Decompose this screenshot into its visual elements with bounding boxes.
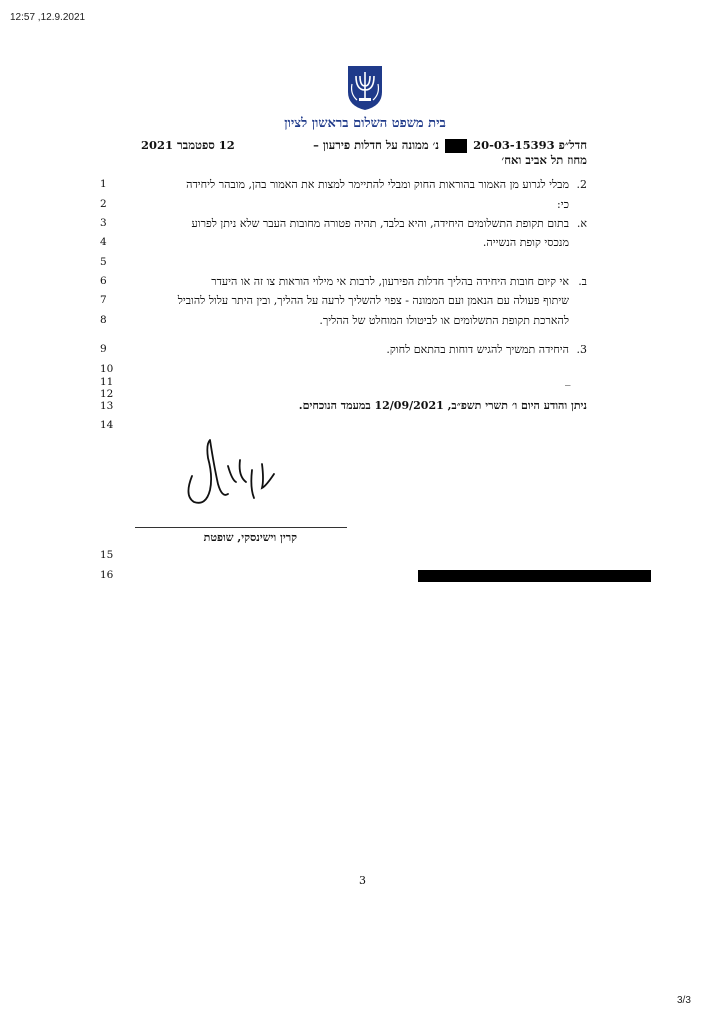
case-number: חדל״פ 20-03-15393	[473, 138, 587, 152]
paragraph-marker: א.	[576, 217, 587, 230]
paragraph-text: מנכסי קופת הנשייה.	[482, 236, 569, 249]
paragraph-text: היחידה תמשיך להגיש דוחות בהתאם לחוק.	[386, 343, 569, 356]
case-date: 12 ספטמבר 2021	[141, 138, 235, 152]
line-number: 15	[100, 549, 114, 561]
judge-name: קרין וישינסקי, שופטת	[203, 531, 297, 544]
paragraph-marker: 3.	[576, 343, 587, 356]
page-count: 3/3	[677, 995, 691, 1006]
paragraph-text: מבלי לגרוע מן האמור בהוראות החוק ומבלי להתיימר למצות את האמור בהן, מובהר ליחידה	[186, 178, 569, 191]
line-number: 8	[100, 314, 107, 326]
paragraph-text: בתום תקופת התשלומים היחידה, והיא בלבד, תהיה פטורה מחובות העבר שלא ניתן לפרוע	[191, 217, 569, 230]
line-number: 1	[100, 178, 107, 190]
subparagraph-b-line-1	[211, 275, 587, 288]
line-number: 11	[100, 376, 114, 388]
line-number: 9	[100, 343, 107, 355]
subparagraph-a-line-2	[483, 236, 587, 249]
redaction-bar	[418, 570, 651, 582]
paragraph-3-line-1	[386, 343, 587, 356]
paragraph-text: להארכת תקופת התשלומים או לביטולו המוחלט של ההליך.	[319, 314, 569, 327]
line-number: 5	[100, 256, 107, 268]
signature-icon	[180, 436, 280, 516]
line-number: 12	[100, 388, 114, 400]
court-name: בית משפט השלום בראשון לציון	[284, 116, 446, 131]
line-number: 3	[100, 217, 107, 229]
paragraph-text: אי קיום חובות היחידה בהליך חדלות הפירעון, לרבות אי מילוי הוראות צו זה או היעדר	[211, 275, 569, 288]
subparagraph-a-line-1	[192, 217, 587, 230]
paragraph-2-line-2	[557, 198, 587, 211]
paragraph-marker: 2.	[576, 178, 587, 191]
given-statement: ניתן והודע היום ו׳ תשרי תשפ״ב, 12/09/2021 במעמד הנוכחים.	[298, 399, 587, 412]
case-district: מחוז תל אביב ואח׳	[501, 153, 587, 167]
redaction-block	[445, 139, 467, 153]
line-number: 16	[100, 569, 114, 581]
subparagraph-b-line-3	[319, 314, 587, 327]
paragraph-text: שיתוף פעולה עם הנאמן ועם הממונה - צפוי להשליך לרעה על ההליך, ובין היתר עלול להוביל	[177, 294, 569, 307]
subparagraph-b-line-2	[178, 294, 587, 307]
signature-line	[135, 527, 347, 528]
paragraph-text: כי:	[557, 198, 569, 211]
line-number: 2	[100, 198, 107, 210]
state-emblem-icon	[345, 64, 385, 112]
paragraph-2-line-1	[186, 178, 587, 191]
paragraph-marker: ב.	[578, 275, 587, 288]
print-timestamp: 12:57 ,12.9.2021	[10, 12, 86, 23]
case-header	[313, 138, 587, 153]
line-number: 7	[100, 294, 107, 306]
line-number: 4	[100, 236, 107, 248]
line-number: 13	[100, 400, 114, 412]
line-number: 14	[100, 419, 114, 431]
page-number: 3	[359, 874, 366, 887]
line-number: 6	[100, 275, 107, 287]
line-number: 10	[100, 363, 114, 375]
case-parties: נ׳ ממונה על חדלות פירעון –	[313, 138, 440, 152]
dash-mark: _	[565, 373, 571, 386]
